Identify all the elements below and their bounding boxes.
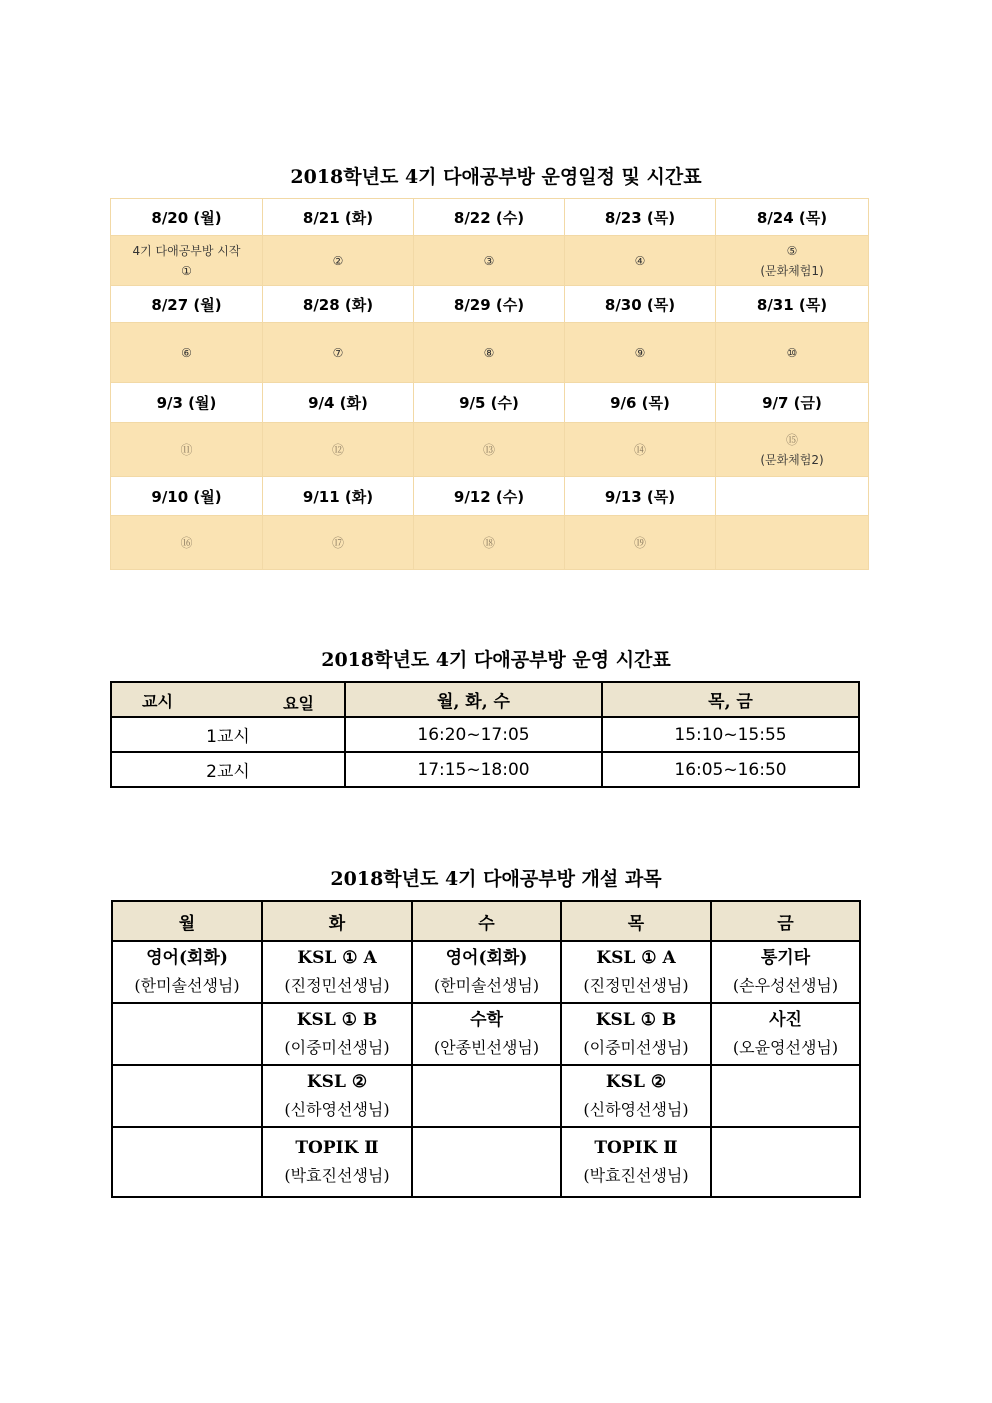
subject-cell <box>561 1065 711 1127</box>
session-cell: ② <box>263 236 414 286</box>
empty-date-cell <box>716 477 869 516</box>
table-row <box>111 752 859 787</box>
corner-right-label: 요일 <box>283 694 314 713</box>
empty-cell <box>711 1127 860 1197</box>
subject-name: 영어(회화) <box>445 948 528 968</box>
time-cell: 17:15~18:00 <box>345 752 602 787</box>
time-cell: 16:20~17:05 <box>345 717 602 752</box>
session-cell <box>716 236 869 286</box>
day-header: 목 <box>561 901 711 941</box>
subject-cell <box>561 941 711 1003</box>
table-row <box>112 941 860 1003</box>
subject-name: KSL ① A <box>297 948 377 968</box>
subject-cell <box>262 1065 412 1127</box>
subject-cell <box>711 941 860 1003</box>
date-cell: 9/13 (목) <box>565 477 716 516</box>
table-row <box>112 1127 860 1197</box>
teacher-name: (박효진선생님) <box>284 1166 390 1185</box>
teacher-name: (진정민선생님) <box>583 976 689 995</box>
teacher-name: (진정민선생님) <box>284 976 390 995</box>
session-cell: ⑥ <box>111 323 263 383</box>
teacher-name: (이중미선생님) <box>583 1038 689 1057</box>
subject-cell <box>561 1003 711 1065</box>
day-header: 월 <box>112 901 262 941</box>
corner-left-label: 교시 <box>142 692 173 711</box>
teacher-name: (신하영선생님) <box>583 1100 689 1119</box>
day-header: 금 <box>711 901 860 941</box>
subject-name: 통기타 <box>760 948 811 968</box>
week4-sessions-row <box>111 516 869 570</box>
week3-sessions-row <box>111 423 869 477</box>
week2-sessions-row <box>111 323 869 383</box>
date-cell: 8/28 (화) <box>263 286 414 323</box>
session-cell: ⑰ <box>263 516 414 570</box>
subject-name: 사진 <box>769 1010 802 1030</box>
session-cell: ③ <box>414 236 565 286</box>
period-cell: 2교시 <box>111 752 345 787</box>
date-cell: 8/21 (화) <box>263 199 414 236</box>
session-cell: ⑦ <box>263 323 414 383</box>
subject-cell <box>112 941 262 1003</box>
header-mon-tue-wed: 월, 화, 수 <box>345 682 602 717</box>
week4-dates-row <box>111 477 869 516</box>
table-row <box>112 1003 860 1065</box>
corner-cell <box>111 682 345 717</box>
timetable-header-row <box>111 682 859 717</box>
empty-cell <box>412 1127 561 1197</box>
teacher-name: (손우성선생님) <box>732 976 839 995</box>
empty-cell <box>112 1065 262 1127</box>
empty-cell <box>112 1127 262 1197</box>
table-row <box>111 717 859 752</box>
day-header: 수 <box>412 901 561 941</box>
subject-cell <box>262 1003 412 1065</box>
date-cell: 8/20 (월) <box>111 199 263 236</box>
empty-session-cell <box>716 516 869 570</box>
subject-name: KSL ① B <box>296 1010 378 1030</box>
session-cell: ④ <box>565 236 716 286</box>
date-cell: 8/23 (목) <box>565 199 716 236</box>
teacher-name: (신하영선생님) <box>284 1100 390 1119</box>
teacher-name: (안종빈선생님) <box>433 1038 540 1057</box>
date-cell: 8/24 (목) <box>716 199 869 236</box>
empty-cell <box>711 1065 860 1127</box>
session-cell <box>716 423 869 477</box>
subject-name: 수학 <box>470 1010 503 1030</box>
session-cell: ⑧ <box>414 323 565 383</box>
subject-cell <box>262 1127 412 1197</box>
session-number: ⑮ <box>785 432 798 447</box>
header-thu-fri: 목, 금 <box>602 682 859 717</box>
subject-name: KSL ① B <box>595 1010 677 1030</box>
subject-cell <box>262 941 412 1003</box>
time-cell: 15:10~15:55 <box>602 717 859 752</box>
session-cell: ⑬ <box>414 423 565 477</box>
date-cell: 8/27 (월) <box>111 286 263 323</box>
session-cell: ⑲ <box>565 516 716 570</box>
period-cell: 1교시 <box>111 717 345 752</box>
subject-cell <box>561 1127 711 1197</box>
teacher-name: (이중미선생님) <box>284 1038 390 1057</box>
date-cell: 8/31 (목) <box>716 286 869 323</box>
date-cell: 9/10 (월) <box>111 477 263 516</box>
timetable-table <box>110 681 860 788</box>
session-cell: ⑭ <box>565 423 716 477</box>
session-number: ① <box>181 263 192 278</box>
subject-cell <box>711 1003 860 1065</box>
date-cell: 8/30 (목) <box>565 286 716 323</box>
date-cell: 8/22 (수) <box>414 199 565 236</box>
week1-sessions-row <box>111 236 869 286</box>
session-number: ⑤ <box>786 243 798 258</box>
date-cell: 9/11 (화) <box>263 477 414 516</box>
week3-dates-row <box>111 383 869 423</box>
start-label: 4기 다애공부방 시작 <box>132 243 241 258</box>
week1-dates-row <box>111 199 869 236</box>
subject-name: TOPIK Ⅱ <box>594 1138 678 1158</box>
subject-name: KSL ② <box>306 1072 368 1092</box>
subject-cell <box>412 1003 561 1065</box>
schedule-table <box>110 198 869 570</box>
date-cell: 8/29 (수) <box>414 286 565 323</box>
time-cell: 16:05~16:50 <box>602 752 859 787</box>
teacher-name: (한미솔선생님) <box>433 976 540 995</box>
day-header: 화 <box>262 901 412 941</box>
subject-name: 영어(회화) <box>146 948 228 968</box>
empty-cell <box>112 1003 262 1065</box>
subjects-header-row <box>112 901 860 941</box>
session-cell: ⑯ <box>111 516 263 570</box>
session-note: (문화체험2) <box>760 452 824 467</box>
subject-name: TOPIK Ⅱ <box>295 1138 379 1158</box>
teacher-name: (한미솔선생님) <box>134 976 240 995</box>
date-cell: 9/12 (수) <box>414 477 565 516</box>
subjects-title: 2018학년도 4기 다애공부방 개설 과목 <box>330 868 662 890</box>
teacher-name: (박효진선생님) <box>583 1166 689 1185</box>
date-cell: 9/5 (수) <box>414 383 565 423</box>
date-cell: 9/6 (목) <box>565 383 716 423</box>
subject-name: KSL ① A <box>596 948 676 968</box>
date-cell: 9/7 (금) <box>716 383 869 423</box>
table-row <box>112 1065 860 1127</box>
week2-dates-row <box>111 286 869 323</box>
subject-name: KSL ② <box>605 1072 667 1092</box>
subject-cell <box>412 941 561 1003</box>
session-cell: ⑨ <box>565 323 716 383</box>
timetable-title: 2018학년도 4기 다애공부방 운영 시간표 <box>321 649 671 671</box>
session-note: (문화체험1) <box>760 263 824 278</box>
schedule-title: 2018학년도 4기 다애공부방 운영일정 및 시간표 <box>290 166 702 188</box>
session-cell: ⑱ <box>414 516 565 570</box>
session-cell <box>111 236 263 286</box>
date-cell: 9/3 (월) <box>111 383 263 423</box>
date-cell: 9/4 (화) <box>263 383 414 423</box>
session-cell: ⑫ <box>263 423 414 477</box>
teacher-name: (오윤영선생님) <box>732 1038 839 1057</box>
session-cell: ⑩ <box>716 323 869 383</box>
session-cell: ⑪ <box>111 423 263 477</box>
empty-cell <box>412 1065 561 1127</box>
subjects-table <box>111 900 861 1198</box>
